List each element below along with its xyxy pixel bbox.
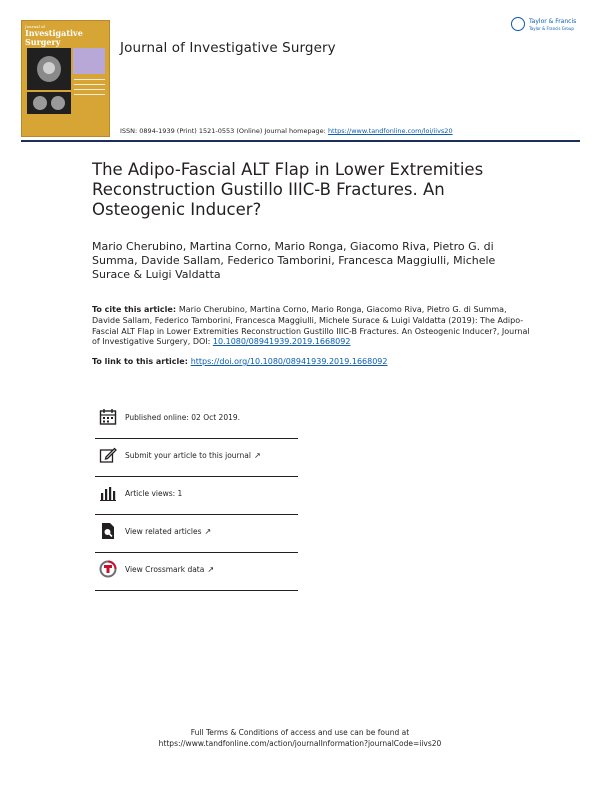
publisher-logo-text: Taylor & Francis — [529, 18, 577, 25]
document-search-icon — [99, 522, 117, 540]
submit-article-label: Submit your article to this journal — [125, 451, 251, 460]
cover-journal-small: Journal of — [25, 24, 45, 29]
article-views-row — [95, 476, 298, 515]
doi-link[interactable]: 10.1080/08941939.2019.1668092 — [212, 337, 351, 347]
edit-icon — [99, 446, 117, 464]
bar-chart-icon — [99, 484, 117, 502]
journal-homepage-link[interactable]: https://www.tandfonline.com/loi/iivs20 — [327, 127, 453, 135]
related-articles-label: View related articles — [125, 527, 202, 536]
external-link-icon: ↗ — [207, 565, 215, 574]
article-link-line — [92, 357, 388, 366]
author-list: Mario Cherubino, Martina Corno, Mario Ronga, Giacomo Riva, Pietro G. di Summa, Davide Sallam, Federico Tamborini, Francesca Maggiulli, Michele Surace & Luigi Valdatta — [92, 240, 496, 281]
publisher-logo-subtext: Taylor & Francis Group — [529, 26, 574, 31]
issn-line — [120, 127, 453, 135]
citation-block — [92, 305, 532, 348]
article-doi-url[interactable]: https://doi.org/10.1080/08941939.2019.1668092 — [190, 357, 388, 366]
cover-scan-2 — [27, 92, 71, 114]
external-link-icon: ↗ — [253, 451, 261, 460]
calendar-icon — [99, 408, 117, 426]
article-views-count: Article views: 1 — [125, 489, 183, 498]
publisher-logo[interactable] — [511, 15, 581, 37]
cover-text-lines — [74, 79, 105, 99]
crossmark-label: View Crossmark data — [125, 565, 205, 574]
journal-cover-image — [21, 20, 110, 137]
cover-journal-big: Investigative Surgery — [25, 28, 83, 47]
related-articles-link[interactable] — [125, 527, 211, 536]
publisher-logo-icon — [511, 17, 525, 31]
cover-scan-1 — [27, 48, 71, 90]
header-divider — [21, 140, 580, 142]
article-link-label: To link to this article: — [92, 357, 191, 366]
article-title: The Adipo-Fascial ALT Flap in Lower Extremities Reconstruction Gustillo IIIC-B Fractures. An Osteogenic Inducer? — [92, 160, 484, 219]
crossmark-icon — [99, 560, 117, 578]
cover-histology — [73, 48, 105, 74]
footer-terms-url[interactable]: https://www.tandfonline.com/action/journalInformation?journalCode=iivs20 — [158, 739, 442, 748]
issn-text: ISSN: 0894-1939 (Print) 1521-0553 (Online) Journal homepage: — [120, 127, 328, 135]
external-link-icon: ↗ — [204, 527, 212, 536]
submit-article-row[interactable] — [95, 438, 298, 477]
footer-terms-text: Full Terms & Conditions of access and use can be found at — [190, 728, 410, 737]
related-articles-row[interactable] — [95, 514, 298, 553]
cover-title — [25, 24, 106, 47]
crossmark-row[interactable] — [95, 552, 298, 591]
published-date: Published online: 02 Oct 2019. — [125, 413, 241, 422]
crossmark-link[interactable] — [125, 565, 214, 574]
published-row — [95, 400, 298, 439]
submit-article-link[interactable] — [125, 451, 261, 460]
citation-text: Mario Cherubino, Martina Corno, Mario Ronga, Giacomo Riva, Pietro G. di Summa, Davide Sallam, Federico Tamborini, Francesca Maggiulli, Michele Surace & Luigi Valdatta (2019): The Adipo-Fascial ALT Flap in Lower Extremities Reconstruction Gustillo IIIC-B Fractures. An Osteogenic Inducer?, Journal of Investigative Surgery, DOI: — [92, 305, 530, 347]
footer-terms — [0, 727, 600, 749]
citation-label: To cite this article: — [92, 305, 179, 314]
journal-title: Journal of Investigative Surgery — [120, 40, 336, 56]
